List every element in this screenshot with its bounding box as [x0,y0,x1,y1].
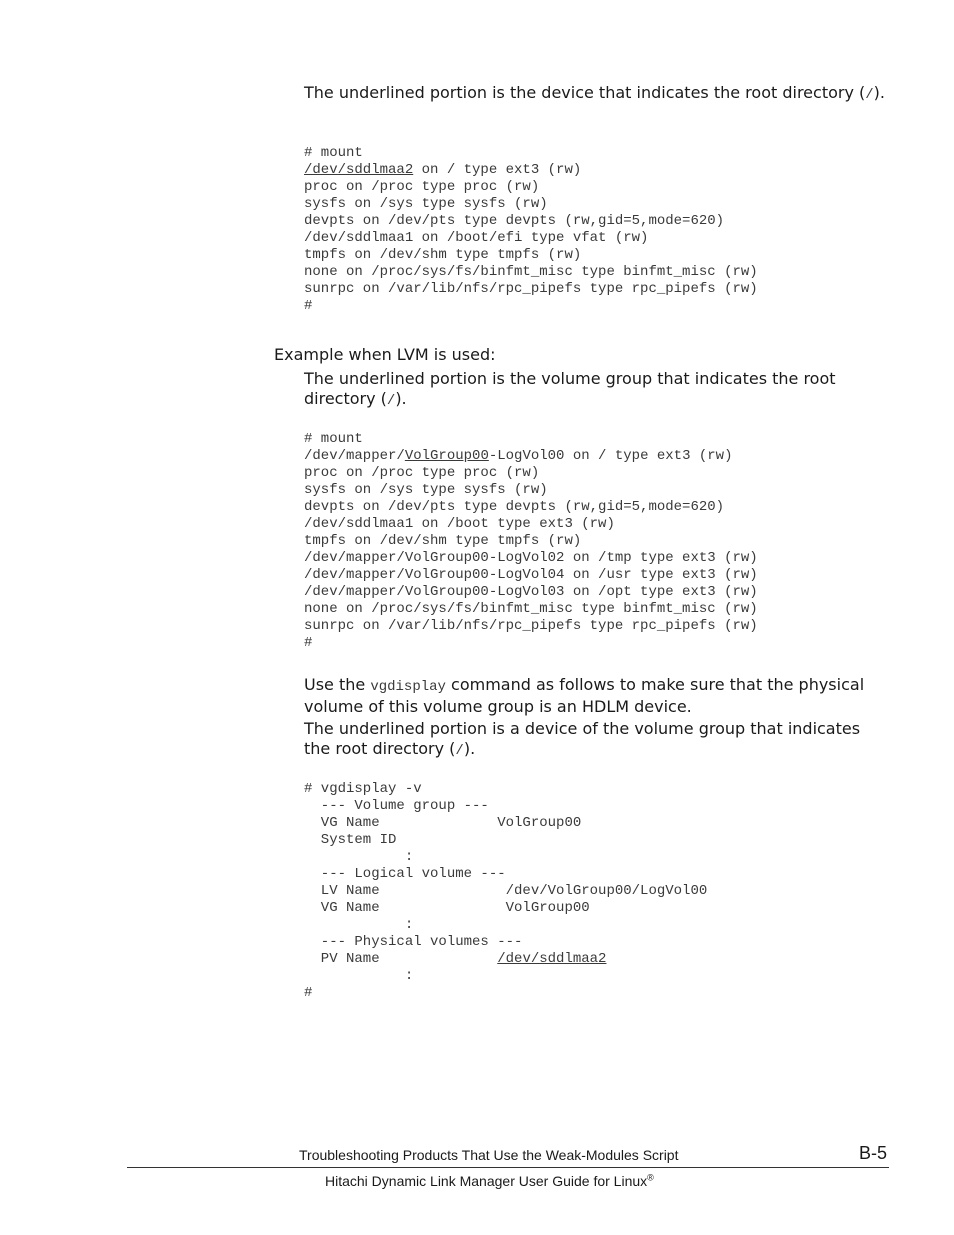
section3-underlined-note [304,719,889,761]
code-line: devpts on /dev/pts type devpts (rw,gid=5,mode=620) [304,213,725,229]
footer-chapter-title: Troubleshooting Products That Use the Weak-Modules Script [299,1147,679,1163]
code-line: /dev/mapper/VolGroup00-LogVol02 on /tmp type ext3 (rw) [304,550,758,566]
code-line: /dev/mapper/VolGroup00-LogVol03 on /opt type ext3 (rw) [304,584,758,600]
footer-guide-title [325,1172,654,1190]
section1-intro [304,83,889,105]
code-line: : [304,968,414,984]
code-line [304,951,707,968]
code-line: : [304,917,414,933]
code-line: tmpfs on /dev/shm type tmpfs (rw) [304,533,582,549]
section1-mount-output [304,145,758,315]
code-line: sunrpc on /var/lib/nfs/rpc_pipefs type rpc_pipefs (rw) [304,281,758,297]
code-line: --- Logical volume --- [304,866,506,882]
code-line: --- Physical volumes --- [304,934,523,950]
code-line: --- Volume group --- [304,798,489,814]
code-line [304,162,758,179]
code-line: System ID [304,832,397,848]
code-line: none on /proc/sys/fs/binfmt_misc type binfmt_misc (rw) [304,601,758,617]
code-line: proc on /proc type proc (rw) [304,465,540,481]
code-line: proc on /proc type proc (rw) [304,179,540,195]
lvm-example-label: Example when LVM is used: [274,345,496,364]
guide-title-text: Hitachi Dynamic Link Manager User Guide for Linux [325,1173,648,1189]
vgdisplay-command: vgdisplay [370,679,446,695]
footer-divider [127,1167,889,1168]
code-line: # [304,985,313,1001]
code-line: /dev/sddlmaa1 on /boot type ext3 (rw) [304,516,615,532]
vgdisplay-instruction [304,675,889,717]
code-line-rest: -LogVol00 on / type ext3 (rw) [488,448,733,464]
section3-note-text: The underlined portion is a device of the volume group that indicates the root directory ( [304,719,861,758]
code-line: VG Name VolGroup00 [304,900,590,916]
code-line: : [304,849,414,865]
code-line: sunrpc on /var/lib/nfs/rpc_pipefs type rpc_pipefs (rw) [304,618,758,634]
section1-intro-text: The underlined portion is the device that indicates the root directory ( [304,83,866,102]
code-line: VG Name VolGroup00 [304,815,582,831]
code-line: # vgdisplay -v [304,781,422,797]
code-line-pre: PV Name [304,951,498,967]
code-line-pre: /dev/mapper/ [304,448,405,464]
section1-intro-end: ). [873,83,885,102]
section2-mount-output [304,431,758,652]
section2-intro [304,369,889,411]
section1-intro-slash: / [865,87,874,103]
vgdisplay-text-pre: Use the [304,675,371,694]
section3-note-slash: / [455,743,464,759]
code-line: # [304,298,313,314]
code-line: # mount [304,145,363,161]
code-line: tmpfs on /dev/shm type tmpfs (rw) [304,247,582,263]
vgdisplay-output [304,781,707,1002]
code-line: LV Name /dev/VolGroup00/LogVol00 [304,883,708,899]
vgdisplay-text-post: command as follows to make sure that the physical volume of this volume group is an HDLM device. [304,675,865,716]
section2-intro-text: The underlined portion is the volume group that indicates the root directory ( [304,369,836,408]
page-number: B-5 [859,1143,888,1163]
root-device-underlined: /dev/sddlmaa2 [304,162,414,178]
section2-intro-end: ). [395,389,407,408]
code-line: sysfs on /sys type sysfs (rw) [304,196,548,212]
code-line: devpts on /dev/pts type devpts (rw,gid=5,mode=620) [304,499,725,515]
section3-note-end: ). [463,739,476,758]
code-line: sysfs on /sys type sysfs (rw) [304,482,548,498]
registered-mark: ® [647,1172,654,1183]
code-line [304,448,758,465]
section2-intro-slash: / [386,393,396,409]
code-line: none on /proc/sys/fs/binfmt_misc type binfmt_misc (rw) [304,264,758,280]
code-line: /dev/mapper/VolGroup00-LogVol04 on /usr type ext3 (rw) [304,567,758,583]
code-line: # mount [304,431,363,447]
pv-device-underlined: /dev/sddlmaa2 [497,951,607,967]
code-line-rest: on / type ext3 (rw) [413,162,582,178]
code-line: /dev/sddlmaa1 on /boot/efi type vfat (rw) [304,230,649,246]
volume-group-underlined: VolGroup00 [404,448,489,464]
code-line: # [304,635,313,651]
